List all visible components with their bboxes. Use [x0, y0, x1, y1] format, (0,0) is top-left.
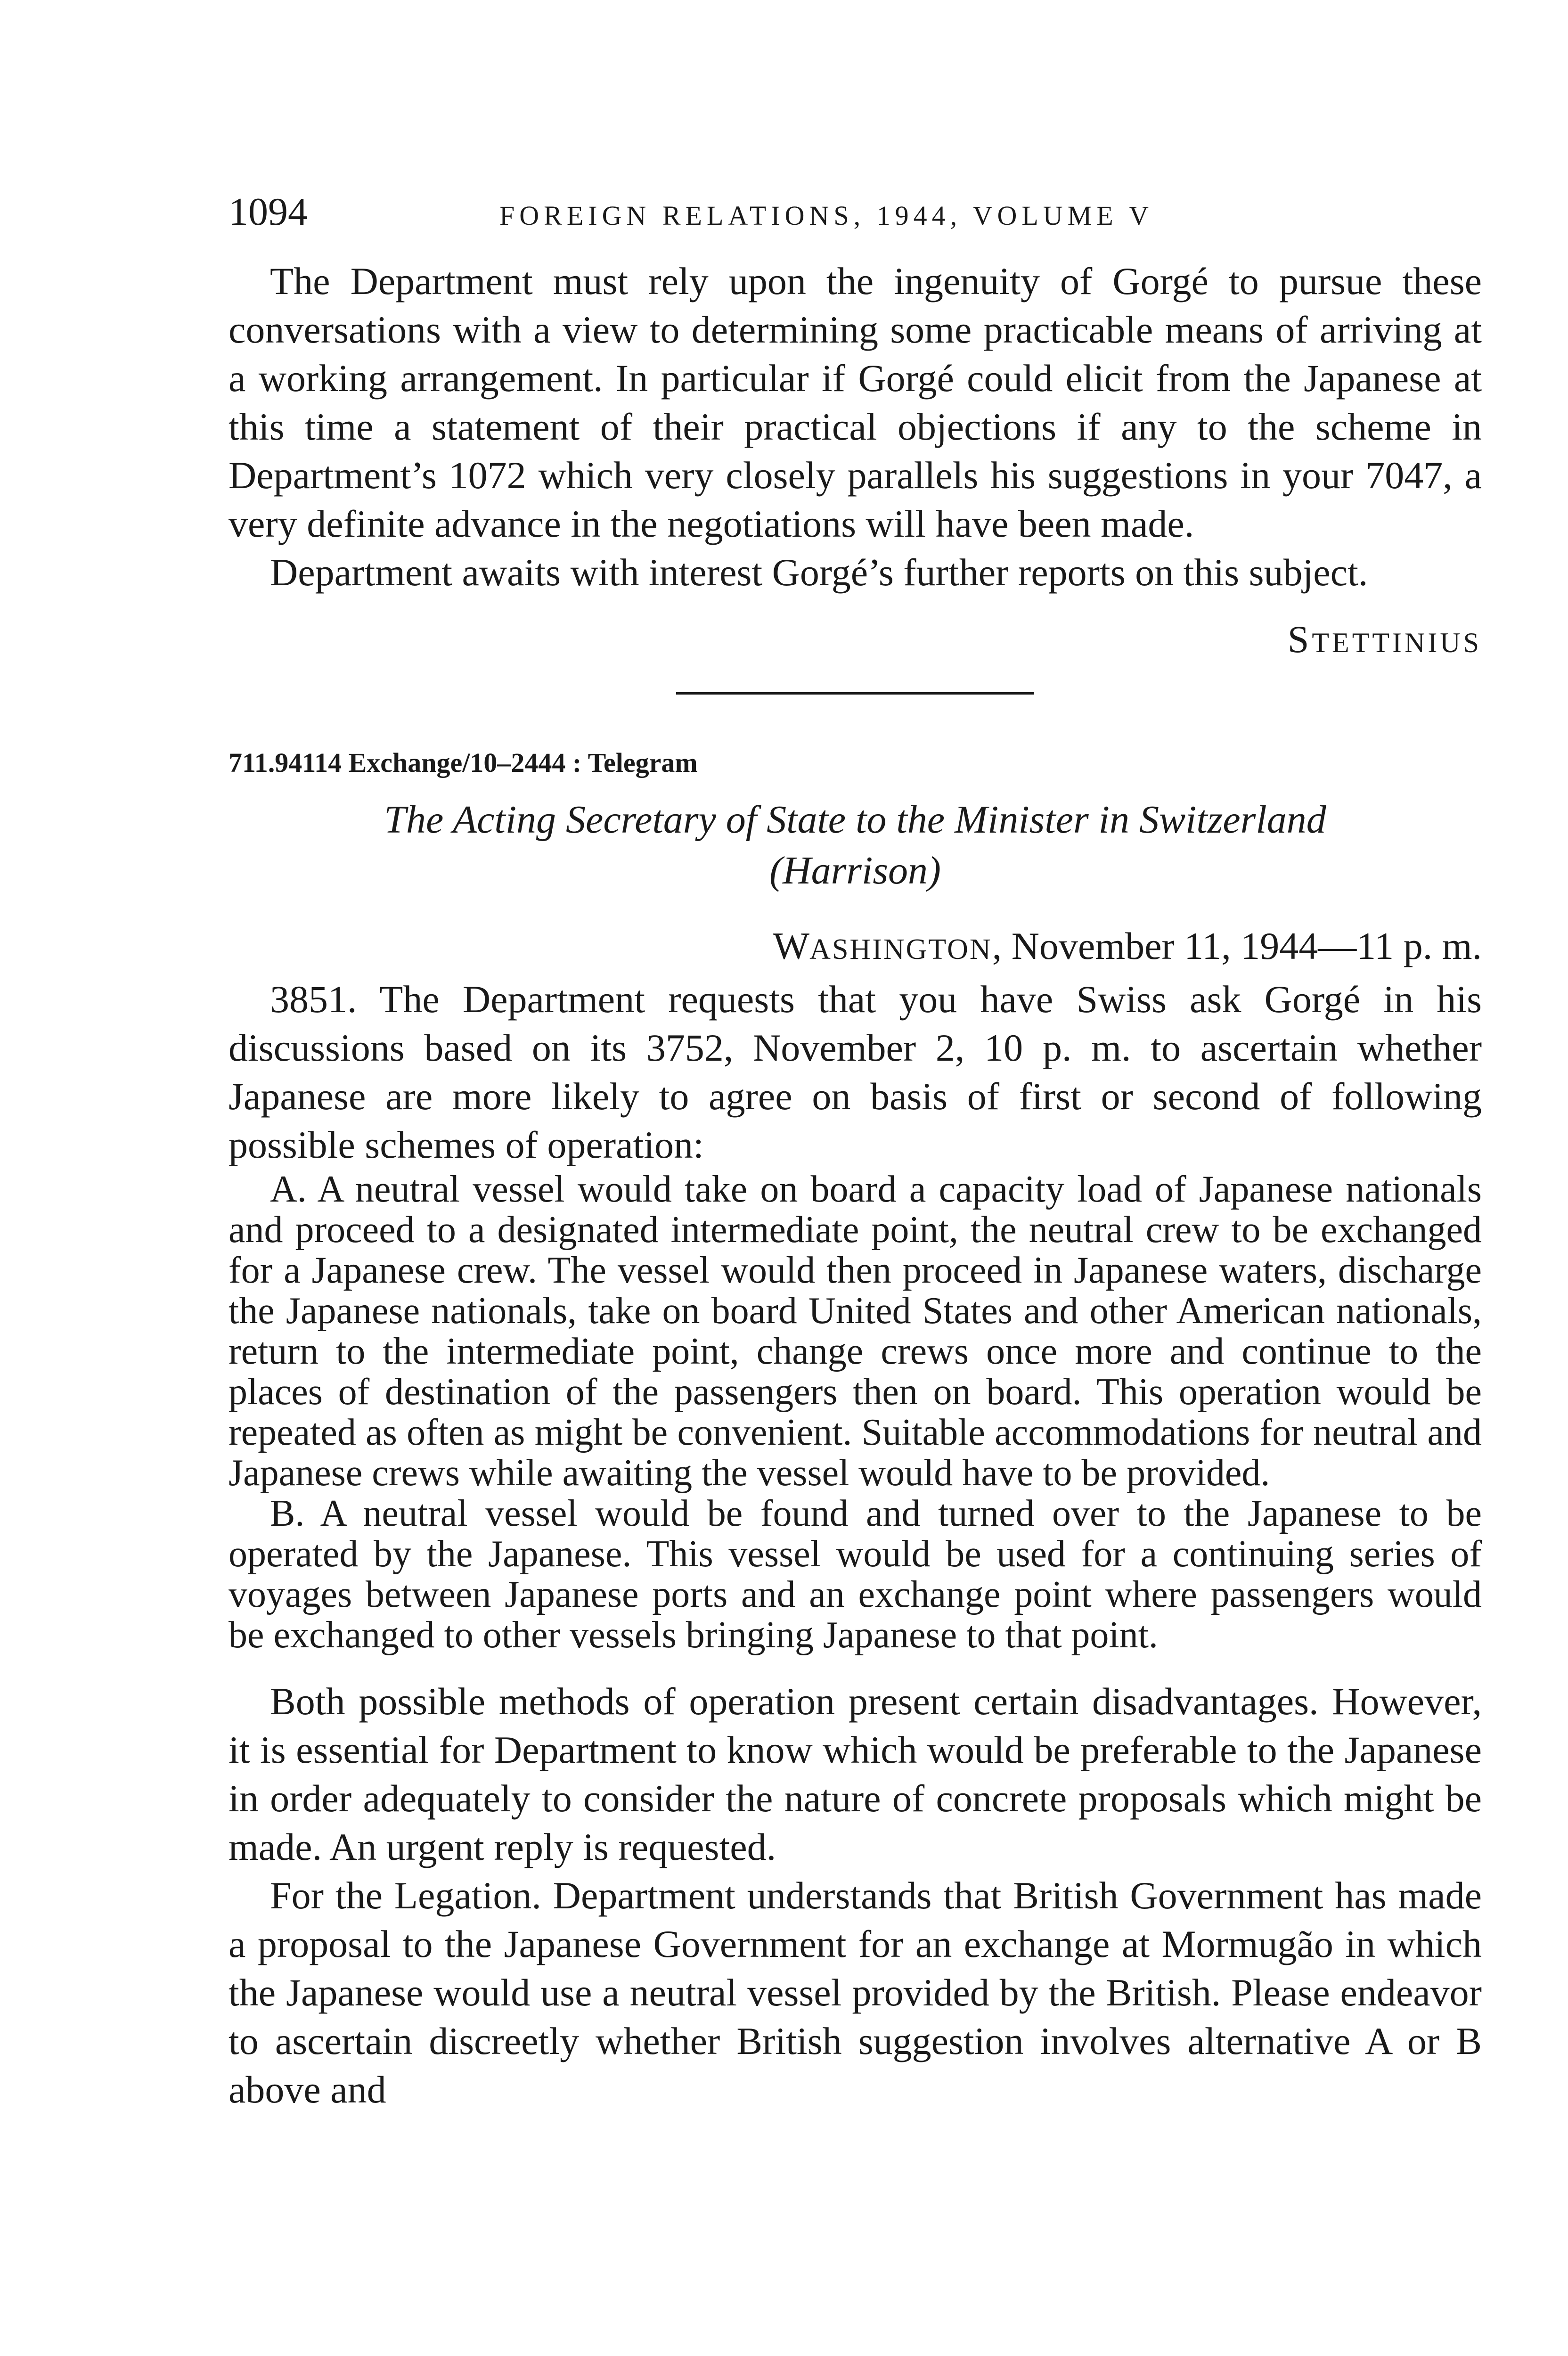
dateline-place-initial: W [773, 924, 810, 967]
paragraph: 3851. The Department requests that you have Swiss ask Gorgé in his discussions based on its 3752, November 2, 10 p. m. to ascertain whether Japanese are more likely to agree on basis of first or second of following possible schemes of operation: [229, 978, 1482, 1166]
dateline-date: , November 11, 1944—11 p. m. [992, 924, 1482, 967]
document-title-line: (Harrison) [769, 849, 941, 892]
paragraph: For the Legation. Department understands that British Government has made a proposal to the Japanese Government for an exchange at Mormugão in which the Japanese would use a neutral vessel provided by the British. Please endeavor to ascertain discreetly whether British suggestion involves alternative A or B above and [229, 1874, 1482, 2111]
page-header [229, 186, 1482, 238]
signature-rest: TETTINIUS [1312, 627, 1482, 658]
document-title-line: The Acting Secretary of State to the Minister in Switzerland [384, 798, 1326, 842]
paragraph: Department awaits with interest Gorgé’s further reports on this subject. [270, 551, 1368, 594]
paragraph: Both possible methods of operation present certain disadvantages. However, it is essential for Department to know which would be preferable to the Japanese in order adequately to consider the nature of concrete proposals which might be made. An urgent reply is requested. [229, 1680, 1482, 1868]
running-head: FOREIGN RELATIONS, 1944, VOLUME V [499, 200, 1153, 231]
page-body [229, 257, 1482, 2114]
file-reference: 711.94114 Exchange/10–2444 : Telegram [229, 747, 698, 778]
dateline [229, 921, 1482, 975]
document-title [229, 794, 1482, 896]
signature [229, 614, 1482, 669]
section-divider [676, 692, 1034, 695]
signature-initial: S [1287, 618, 1312, 661]
page-number: 1094 [229, 190, 308, 234]
dateline-place-rest: ASHINGTON [809, 933, 992, 965]
paragraph: The Department must rely upon the ingenuity of Gorgé to pursue these conversations with a view to determining some practicable means of arriving at a working arrangement. In particular if Gorgé could elicit from the Japanese at this time a statement of their practical objections if any to the scheme in Department’s 1072 which very closely parallels his suggestions in your 7047, a very definite advance in the negotiations will have been made. [229, 260, 1482, 545]
paragraph: A. A neutral vessel would take on board a capacity load of Japanese nationals and proceed to a designated intermediate point, the neutral crew to be exchanged for a Japanese crew. The vessel would then proceed in Japanese waters, discharge the Japanese nationals, take on board United States and other American nationals, return to the intermediate point, change crews once more and continue to the places of destination of the passengers then on board. This operation would be repeated as often as might be convenient. Suitable accommodations for neutral and Japanese crews while awaiting the vessel would have to be provided. [229, 1169, 1482, 1494]
paragraph: B. A neutral vessel would be found and turned over to the Japanese to be operated by the Japanese. This vessel would be used for a continuing series of voyages between Japanese ports and an exchange point where passengers would be exchanged to other vessels bringing Japanese to that point. [229, 1493, 1482, 1656]
